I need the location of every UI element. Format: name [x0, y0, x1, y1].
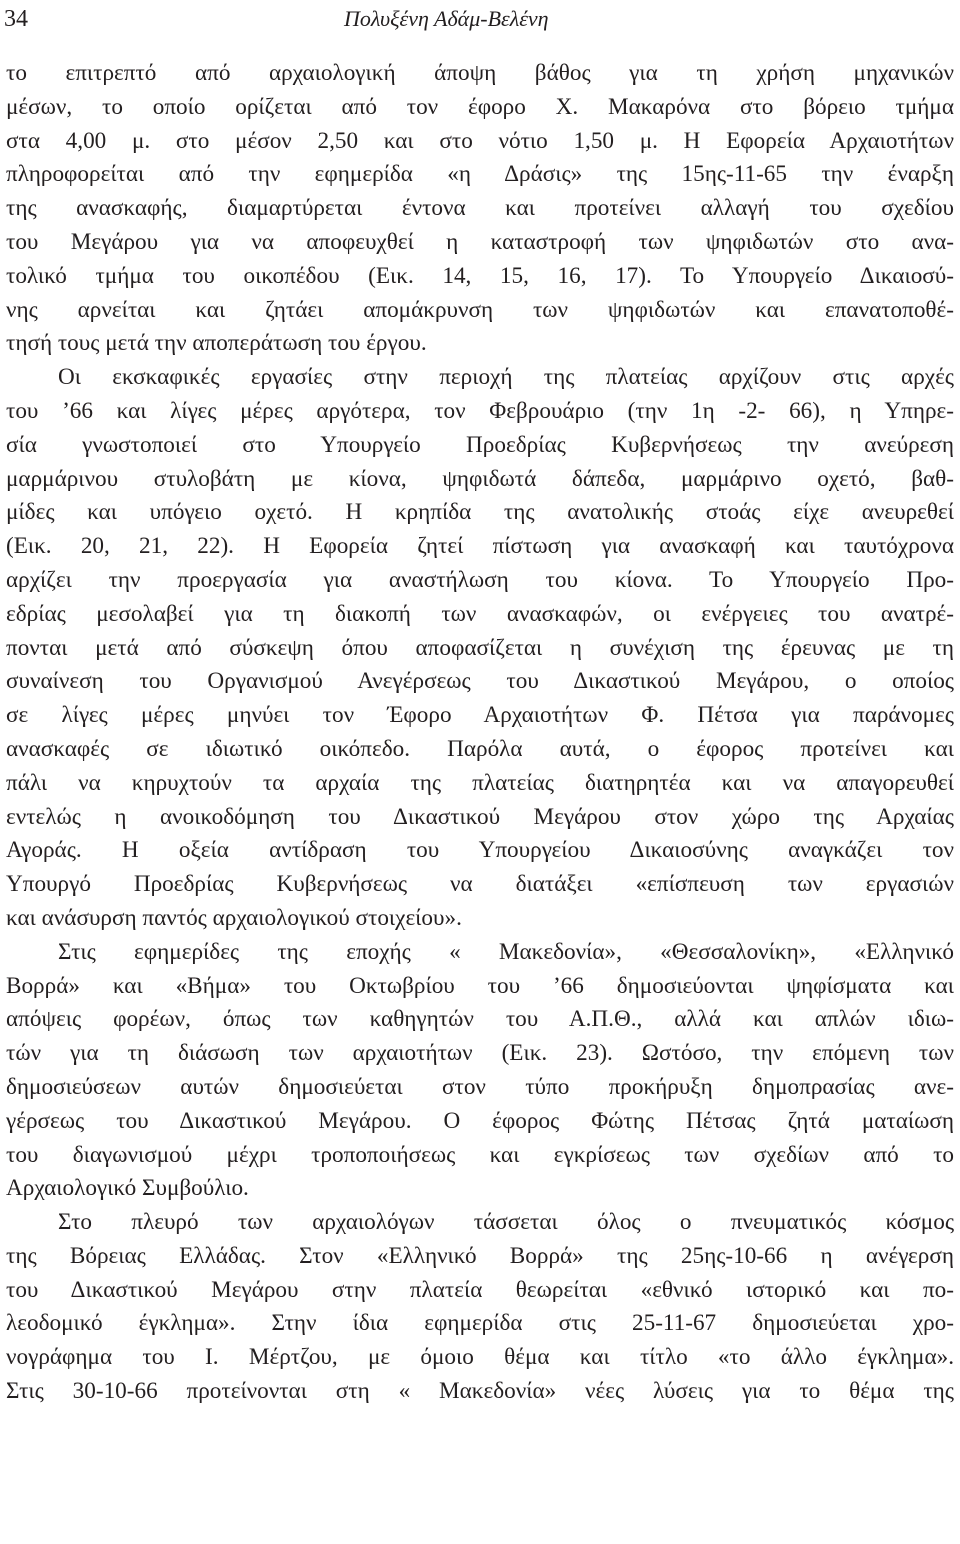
- page-number: 34: [4, 6, 28, 32]
- text-line: Βορρά» και «Βήμα» του Οκτωβρίου του ’66 δημοσιεύονται ψηφίσματα και: [6, 972, 954, 999]
- paragraph-3: [6, 936, 954, 1206]
- text-line: του διαγωνισμού μέχρι τροποποιήσεως και εγκρίσεως των σχεδίων από το: [6, 1141, 954, 1168]
- text-line: και ανάσυρση παντός αρχαιολογικού στοιχείου».: [6, 904, 462, 931]
- text-line: μαρμάρινου στυλοβάτη με κίονα, ψηφιδωτά δάπεδα, μαρμάρινο οχετό, βαθ-: [6, 465, 954, 492]
- text-line: τησή τους μετά την αποπεράτωση του έργου.: [6, 330, 427, 357]
- text-line: Υπουργό Προεδρίας Κυβερνήσεως να διατάξει «επίσπευση των εργασιών: [6, 871, 954, 898]
- paragraph-2: [6, 361, 954, 936]
- text-line: Στο πλευρό των αρχαιολόγων τάσσεται όλος ο πνευματικός κόσμος: [58, 1209, 954, 1236]
- text-line: πονται μετά από σύσκεψη όπου αποφασίζεται η συνέχιση της έρευνας με τη: [6, 634, 954, 661]
- text-line: το επιτρεπτό από αρχαιολογική άποψη βάθος για τη χρήση μηχανικών: [6, 60, 954, 86]
- text-line: εντελώς η ανοικοδόμηση του Δικαστικού Μεγάρου στον χώρο της Αρχαίας: [6, 803, 954, 830]
- text-line: της ανασκαφής, διαμαρτύρεται έντονα και προτείνει αλλαγή του σχεδίου: [6, 195, 954, 222]
- text-line: μίδες και υπόγειο οχετό. Η κρηπίδα της ανατολικής στοάς είχε ανευρεθεί: [6, 499, 954, 526]
- text-line: Αγοράς. Η οξεία αντίδραση του Υπουργείου Δικαιοσύνης αναγκάζει τον: [6, 837, 954, 864]
- text-line: αρχίζει την προεργασία για αναστήλωση του κίονα. Το Υπουργείο Προ-: [6, 566, 954, 593]
- text-line: του Δικαστικού Μεγάρου στην πλατεία θεωρείται «εθνικό ιστορικό και πο-: [6, 1276, 954, 1303]
- text-line: απόψεις φορέων, όπως των καθηγητών του Α.Π.Θ., αλλά και απλών ιδιω-: [6, 1006, 954, 1033]
- paragraph-1: [6, 57, 954, 361]
- text-line: λεοδομικό έγκλημα». Στην ίδια εφημερίδα στις 25-11-67 δημοσιεύεται χρο-: [6, 1310, 954, 1337]
- text-line: σε λίγες μέρες μηνύει τον Έφορο Αρχαιοτήτων Φ. Πέτσα για παράνομες: [6, 702, 954, 729]
- text-line: (Εικ. 20, 21, 22). Η Εφορεία ζητεί πίστωση για ανασκαφή και ταυτόχρονα: [6, 533, 954, 560]
- text-line: εδρίας μεσολαβεί για τη διακοπή των ανασκαφών, οι ενέργειες του ανατρέ-: [6, 600, 954, 627]
- text-line: τών για τη διάσωση των αρχαιοτήτων (Εικ. 23). Ωστόσο, την επόμενη των: [6, 1040, 954, 1067]
- body-text: [6, 57, 954, 1408]
- text-line: του ’66 και λίγες μέρες αργότερα, τον Φεβρουάριο (την 1η -2- 66), η Υπηρε-: [6, 397, 954, 424]
- text-line: τολικό τμήμα του οικοπέδου (Εικ. 14, 15, 16, 17). Το Υπουργείο Δικαιοσύ-: [6, 262, 954, 289]
- text-line: πάλι να κηρυχτούν τα αρχαία της πλατείας διατηρητέα και να απαγορευθεί: [6, 769, 954, 796]
- text-line: Οι εκσκαφικές εργασίες στην περιοχή της πλατείας αρχίζουν στις αρχές: [58, 364, 954, 391]
- text-line: νογράφημα του Ι. Μέρτζου, με όμοιο θέμα και τίτλο «το άλλο έγκλημα».: [6, 1344, 954, 1371]
- running-head: Πολυξένη Αδάμ-Βελένη: [344, 6, 549, 31]
- text-line: πληροφορείται από την εφημερίδα «η Δράσις» της 15ης-11-65 την έναρξη: [6, 161, 954, 188]
- text-line: νης αρνείται και ζητάει απομάκρυνση των ψηφιδωτών και επανατοποθέ-: [6, 296, 954, 323]
- text-line: της Βόρειας Ελλάδας. Στον «Ελληνικό Βορρά» της 25ης-10-66 η ανέγερση: [6, 1242, 954, 1269]
- text-line: του Μεγάρου για να αποφευχθεί η καταστροφή των ψηφιδωτών στο ανα-: [6, 228, 954, 255]
- text-line: Στις εφημερίδες της εποχής « Μακεδονία», «Θεσσαλονίκη», «Ελληνικό: [58, 938, 954, 965]
- page-header: [0, 0, 960, 40]
- text-line: στα 4,00 μ. στο μέσον 2,50 και στο νότιο 1,50 μ. Η Εφορεία Αρχαιοτήτων: [6, 127, 954, 154]
- text-line: μέσων, το οποίο ορίζεται από τον έφορο Χ. Μακαρόνα στο βόρειο τμήμα: [6, 93, 954, 120]
- text-line: Αρχαιολογικό Συμβούλιο.: [6, 1175, 249, 1202]
- text-line: Στις 30-10-66 προτείνονται στη « Μακεδονία» νέες λύσεις για το θέμα της: [6, 1378, 954, 1405]
- text-line: δημοσιεύσεων αυτών δημοσιεύεται στον τύπο προκήρυξη δημοπρασίας ανε-: [6, 1073, 954, 1100]
- text-line: γέρσεως του Δικαστικού Μεγάρου. Ο έφορος Φώτης Πέτσας ζητά ματαίωση: [6, 1107, 954, 1134]
- text-line: σία γνωστοποιεί στο Υπουργείο Προεδρίας Κυβερνήσεως την ανεύρεση: [6, 431, 954, 458]
- text-line: συναίνεση του Οργανισμού Ανεγέρσεως του Δικαστικού Μεγάρου, ο οποίος: [6, 668, 954, 695]
- paragraph-4: [6, 1206, 954, 1408]
- text-line: ανασκαφές σε ιδιωτικό οικόπεδο. Παρόλα αυτά, ο έφορος προτείνει και: [6, 735, 954, 762]
